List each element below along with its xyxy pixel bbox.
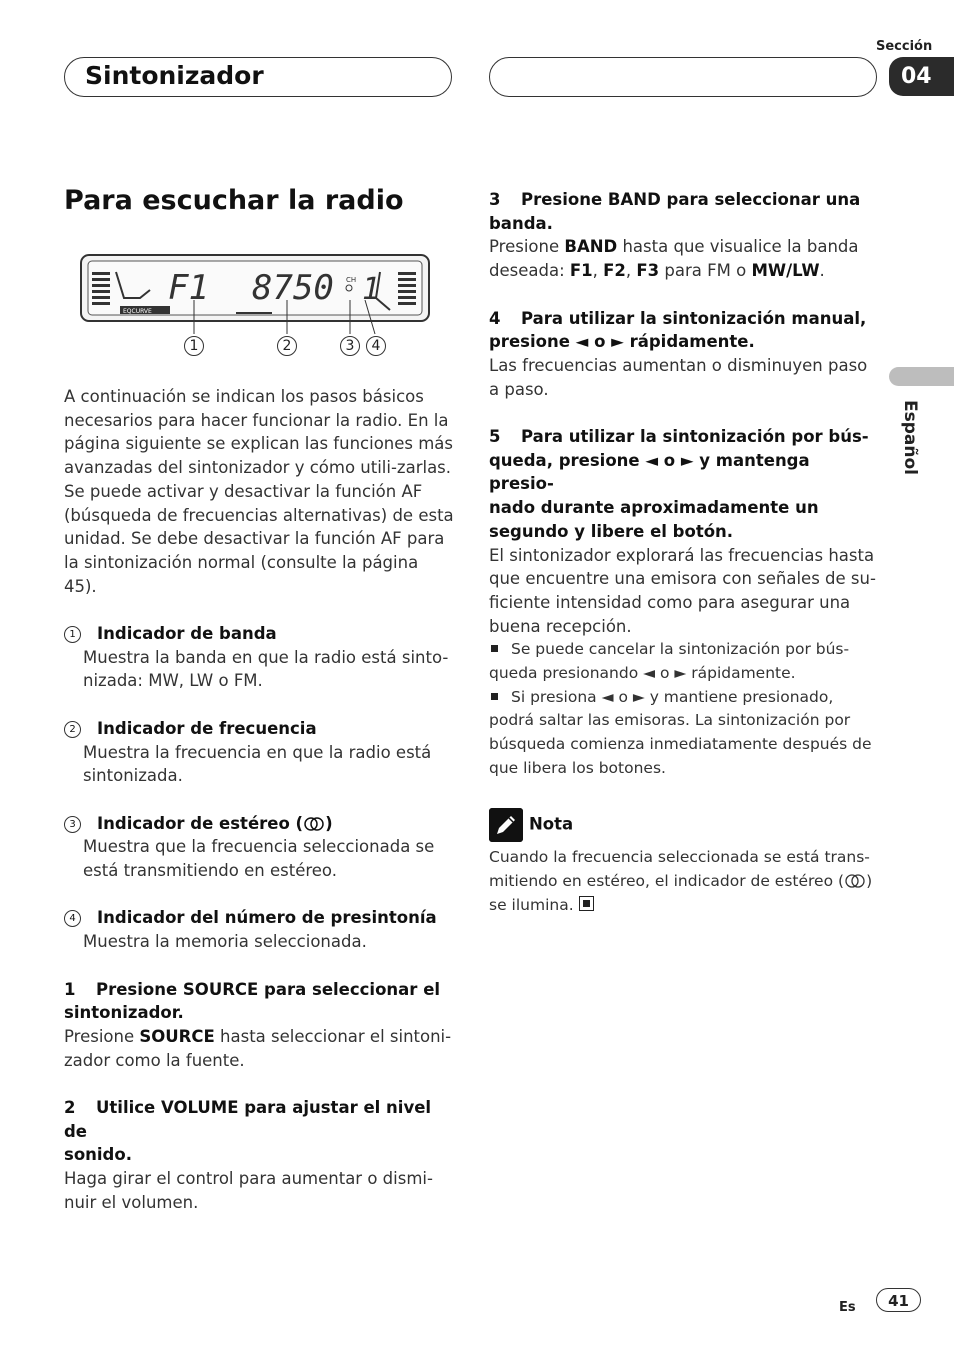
bullet-2: Si presiona ◄ o ► y mantiene presionado, podrá saltar las emisoras. La sintonización por búsqueda comienza inmediatamente después de que libera los botones. — [489, 687, 872, 777]
indicator-3-text: Muestra que la frecuencia seleccionada se está transmitiendo en estéreo. — [83, 837, 435, 881]
step-4-text: Las frecuencias aumentan o disminuyen paso a paso. — [489, 355, 868, 399]
right-column — [489, 188, 879, 917]
indicator-4-text: Muestra la memoria seleccionada. — [83, 932, 367, 952]
step-5-title-cont-2: nado durante aproximadamente un — [489, 498, 819, 518]
step-5-title-cont-1: queda, presione ◄ o ► y mantenga presio- — [489, 450, 810, 494]
section-number-tab: 04 — [889, 57, 954, 96]
callout-2: 2 — [277, 336, 297, 356]
step-5-title-cont-3: segundo y libere el botón. — [489, 521, 734, 541]
step-1-title: 1 Presione SOURCE para seleccionar el — [64, 979, 441, 999]
step-2-title-cont: sonido. — [64, 1145, 132, 1165]
step-1-text: Presione SOURCE hasta seleccionar el sintoni-zador como la fuente. — [64, 1026, 452, 1070]
step-1-title-cont: sintonizador. — [64, 1003, 184, 1023]
step-4-title: 4 Para utilizar la sintonización manual, — [489, 308, 867, 328]
bullet-1: Se puede cancelar la sintonización por bús-queda presionando ◄ o ► rápidamente. — [489, 640, 850, 683]
section-title: Sintonizador — [85, 61, 264, 90]
step-2-title: 2 Utilice VOLUME para ajustar el nivel de — [64, 1098, 432, 1141]
left-column — [64, 385, 454, 1215]
stereo-icon — [303, 817, 325, 831]
nota-heading: Nota — [489, 808, 879, 842]
band-indicator: F1 — [168, 268, 209, 308]
stereo-icon — [844, 874, 866, 888]
callout-1: 1 — [184, 336, 204, 356]
step-3-title-cont: banda. — [489, 213, 553, 233]
intro-paragraph-1: A continuación se indican los pasos básicos necesarios para hacer funcionar la radio. En la página siguiente se explican las funciones más avanzadas del sintonizador y cómo utili-zarlas. — [64, 387, 454, 478]
preset-indicator: 1 — [362, 272, 381, 307]
indicator-2-text: Muestra la frecuencia en que la radio está sintonizada. — [83, 742, 432, 786]
nota-text: Cuando la frecuencia seleccionada se está trans-mitiendo en estéreo, el indicador de estéreo ( ) se ilumina. — [489, 848, 873, 914]
ch-label: CH — [346, 276, 357, 284]
callout-4: 4 — [366, 336, 386, 356]
section-header-right — [489, 57, 877, 97]
indicator-3-title: 3 Indicador de estéreo ( ) — [64, 812, 454, 836]
indicator-1-text: Muestra la banda en que la radio está sinto-nizada: MW, LW o FM. — [83, 647, 449, 691]
page-title: Para escuchar la radio — [64, 185, 404, 216]
callout-3: 3 — [340, 336, 360, 356]
intro-paragraph-2: Se puede activar y desactivar la función AF (búsqueda de frecuencias alternativas) de esta unidad. Se debe desactivar la función AF para la sintonización normal (consulte la página 45). — [64, 481, 454, 596]
indicator-2-title: 2 Indicador de frecuencia — [64, 717, 454, 741]
step-3-text: Presione BAND hasta que visualice la banda deseada: F1, F2, F3 para FM o MW/LW. — [489, 237, 859, 281]
bullet-square-icon — [491, 693, 498, 700]
seccion-label: Sección — [876, 39, 933, 54]
indicator-4-title: 4 Indicador del número de presintonía — [64, 906, 454, 930]
frequency-indicator: 8750 — [252, 268, 334, 308]
step-4-title-cont: presione ◄ o ► rápidamente. — [489, 332, 755, 352]
step-2-text: Haga girar el control para aumentar o dismi-nuir el volumen. — [64, 1169, 433, 1212]
language-label: Español — [900, 400, 920, 475]
bullet-square-icon — [491, 645, 498, 652]
footer-language: Es — [839, 1300, 856, 1315]
step-5-title: 5 Para utilizar la sintonización por bús- — [489, 427, 869, 446]
step-5-text: El sintonizador explorará las frecuencias hasta que encuentre una emisora con señales de su-ficiente intensidad como para asegurar una buena recepción. — [489, 545, 876, 636]
language-tab — [889, 367, 954, 386]
step-3-title: 3 Presione BAND para seleccionar una — [489, 190, 861, 209]
end-mark-icon — [579, 896, 594, 911]
indicator-1-title: 1 Indicador de banda — [64, 622, 454, 646]
eq-label: EQCURVE — [123, 308, 152, 315]
page-number: 41 — [876, 1288, 921, 1312]
note-pencil-icon — [489, 808, 523, 842]
